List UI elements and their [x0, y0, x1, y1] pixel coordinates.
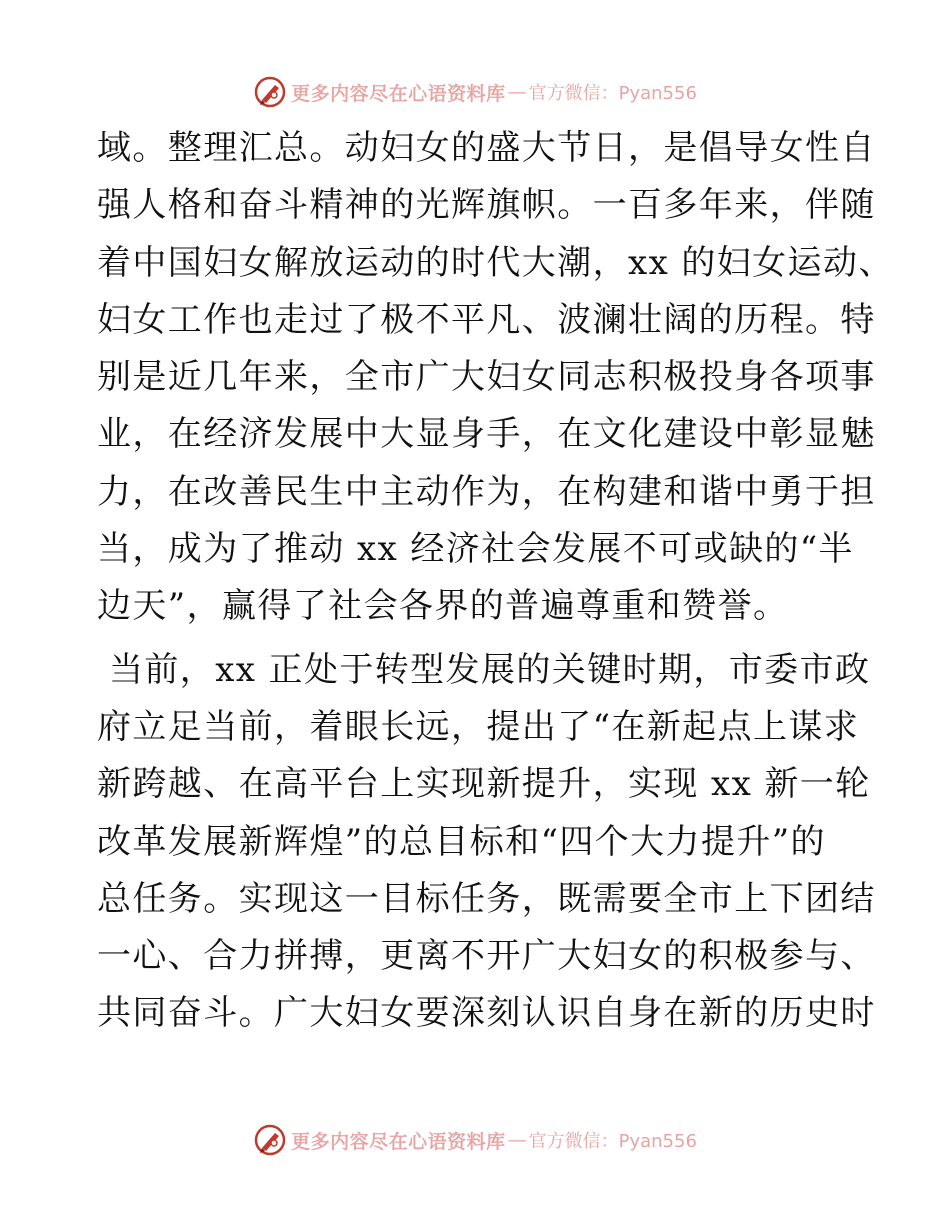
- text-line: 新跨越、在高平台上实现新提升，实现 xx 新一轮: [97, 764, 871, 805]
- text-line: 一心、合力拼搏，更离不开广大妇女的积极参与、: [97, 936, 876, 977]
- text-line: 力，在改善民生中主动作为，在构建和谐中勇于担: [97, 471, 876, 512]
- text-line: 府立足当前，着眼长远，提出了“在新起点上谋求: [97, 706, 860, 747]
- text-line: 强人格和奋斗精神的光辉旗帜。一百多年来，伴随: [97, 185, 876, 226]
- text-line: 妇女工作也走过了极不平凡、波澜壮阔的历程。特: [97, 299, 876, 340]
- watermark-separator: —: [507, 81, 527, 103]
- text-line: 当前，xx 正处于转型发展的关键时期，市委市政: [109, 649, 871, 690]
- text-line: 域。整理汇总。动妇女的盛大节日，是倡导女性自: [97, 128, 876, 168]
- footer-watermark: [0, 1120, 950, 1160]
- paragraph-2: [97, 642, 876, 1043]
- watermark-brand: 更多内容尽在心语资料库: [291, 82, 506, 105]
- pen-logo-icon: [253, 1123, 287, 1157]
- text-line: 业，在经济发展中大显身手，在文化建设中彰显魅: [97, 414, 876, 455]
- text-line: 当，成为了推动 xx 经济社会发展不可或缺的“半: [97, 529, 854, 570]
- text-line: 共同奋斗。广大妇女要深刻认识自身在新的历史时: [97, 993, 876, 1034]
- watermark-wechat: 官方微信：Pyan556: [528, 83, 697, 104]
- watermark-brand: 更多内容尽在心语资料库: [291, 1130, 506, 1153]
- text-line: 改革发展新辉煌”的总目标和“四个大力提升”的: [97, 821, 826, 862]
- text-line: 着中国妇女解放运动的时代大潮，xx 的妇女运动、: [97, 242, 894, 283]
- text-line: 边天”，赢得了社会各界的普遍尊重和赞誉。: [97, 586, 789, 627]
- paragraph-1: [97, 120, 894, 636]
- document-body: [97, 120, 894, 1043]
- pen-logo-icon: [253, 75, 287, 109]
- header-watermark: [0, 72, 950, 112]
- watermark-separator: —: [507, 1129, 527, 1151]
- text-line: 总任务。实现这一目标任务，既需要全市上下团结: [97, 878, 876, 919]
- watermark-wechat: 官方微信：Pyan556: [528, 1131, 697, 1152]
- text-line: 别是近几年来，全市广大妇女同志积极投身各项事: [97, 357, 876, 398]
